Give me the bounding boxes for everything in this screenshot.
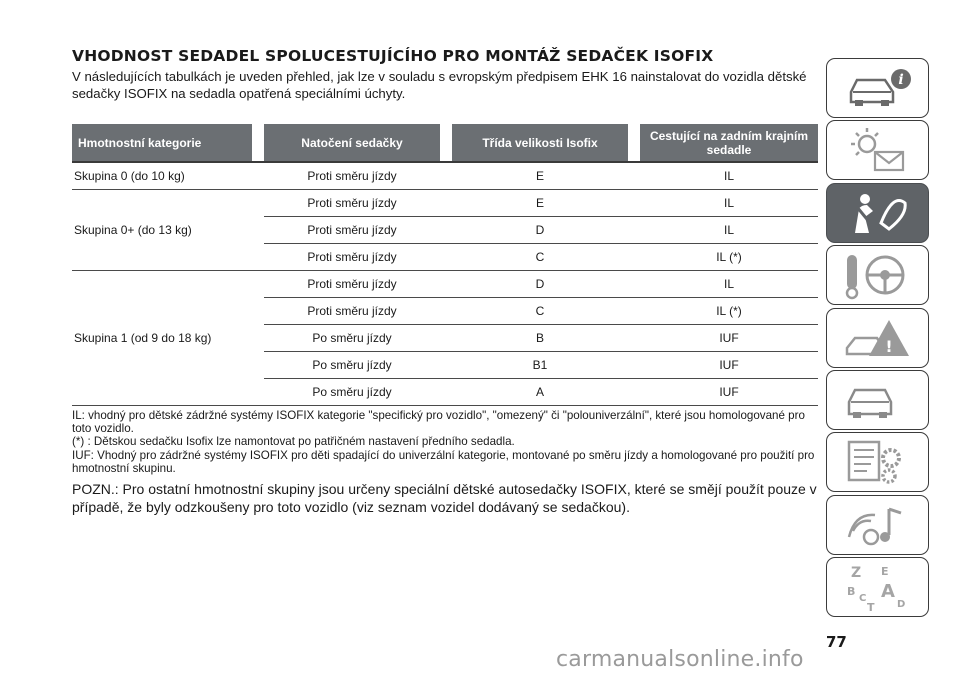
gap-cell: [628, 217, 640, 244]
specs-gear-icon: [845, 438, 913, 488]
suitability-cell: IL: [640, 217, 818, 244]
note-il: IL: vhodný pro dětské zádržné systémy ISOFIX kategorie "specifický pro vozidlo", "omezený" či "polouniverzální", které jsou homologované pro toto vozidlo.: [72, 409, 805, 436]
isofix-table: [72, 124, 818, 406]
suitability-cell: IUF: [640, 379, 818, 406]
size-class-cell: C: [452, 298, 628, 325]
tab-index[interactable]: [826, 557, 929, 617]
gap-cell: [440, 190, 452, 217]
header-seat-orientation: Natočení sedačky: [264, 124, 440, 163]
table-notes: [72, 409, 818, 475]
suitability-cell: IUF: [640, 325, 818, 352]
header-gap: [440, 124, 452, 163]
car-service-icon: [845, 376, 913, 426]
gap-cell: [252, 163, 264, 190]
header-isofix-size-class: Třída velikosti Isofix: [452, 124, 628, 163]
orientation-cell: Po směru jízdy: [264, 325, 440, 352]
pozn-note: POZN.: Pro ostatní hmotnostní skupiny jsou určeny speciální dětské autosedačky ISOFIX, které se smějí použít pouze v případě, že byly odzkoušeny pro toto vozidlo (viz seznam vozidel dodávaný se sedačkou).: [72, 481, 817, 515]
index-letters-icon: [845, 563, 913, 613]
gap-cell: [440, 325, 452, 352]
gap-cell: [440, 217, 452, 244]
svg-text:A: A: [881, 581, 895, 603]
suitability-cell: IL (*): [640, 244, 818, 271]
size-class-cell: B1: [452, 352, 628, 379]
orientation-cell: Proti směru jízdy: [264, 244, 440, 271]
svg-text:Z: Z: [851, 565, 862, 582]
svg-text:T: T: [867, 601, 875, 614]
size-class-cell: B: [452, 325, 628, 352]
svg-text:E: E: [881, 565, 889, 579]
warning-lights-icon: [845, 126, 913, 176]
gap-cell: [440, 163, 452, 190]
watermark: carmanualsonline.info: [556, 647, 804, 672]
gap-cell: [252, 325, 264, 352]
suitability-cell: IL: [640, 163, 818, 190]
weight-category-cell: Skupina 1 (od 9 do 18 kg): [72, 271, 252, 406]
gap-cell: [628, 190, 640, 217]
gap-cell: [252, 190, 264, 217]
chapter-tabs: [826, 58, 931, 620]
gap-cell: [628, 244, 640, 271]
gap-cell: [628, 163, 640, 190]
gap-cell: [252, 217, 264, 244]
orientation-cell: Proti směru jízdy: [264, 298, 440, 325]
size-class-cell: D: [452, 271, 628, 298]
key-steering-icon: [845, 251, 913, 301]
car-warning-icon: [845, 314, 913, 364]
size-class-cell: A: [452, 379, 628, 406]
gap-cell: [440, 271, 452, 298]
svg-text:C: C: [859, 593, 867, 605]
table-header-row: [72, 124, 818, 163]
table-row: [72, 190, 818, 217]
orientation-cell: Proti směru jízdy: [264, 217, 440, 244]
orientation-cell: Po směru jízdy: [264, 379, 440, 406]
size-class-cell: E: [452, 190, 628, 217]
tab-emergency[interactable]: [826, 308, 929, 368]
tab-warning-lights[interactable]: [826, 120, 929, 180]
weight-category-cell: Skupina 0+ (do 13 kg): [72, 190, 252, 271]
orientation-cell: Proti směru jízdy: [264, 163, 440, 190]
gap-cell: [628, 298, 640, 325]
page-number: 77: [826, 633, 847, 651]
orientation-cell: Po směru jízdy: [264, 352, 440, 379]
gap-cell: [252, 244, 264, 271]
multimedia-icon: [845, 501, 913, 551]
suitability-cell: IL (*): [640, 298, 818, 325]
gap-cell: [252, 352, 264, 379]
orientation-cell: Proti směru jízdy: [264, 190, 440, 217]
tab-maintenance[interactable]: [826, 370, 929, 430]
svg-text:!: !: [885, 336, 893, 356]
header-weight-category: Hmotnostní kategorie: [72, 124, 252, 163]
gap-cell: [440, 298, 452, 325]
note-iuf: IUF: Vhodný pro zádržné systémy ISOFIX pro děti spadající do univerzální kategorie, montované po směru jízdy a homologované pro použití pro hmotnostní skupinu.: [72, 448, 815, 475]
size-class-cell: E: [452, 163, 628, 190]
gap-cell: [628, 379, 640, 406]
suitability-cell: IL: [640, 271, 818, 298]
size-class-cell: C: [452, 244, 628, 271]
gap-cell: [628, 271, 640, 298]
page-title: VHODNOST SEDADEL SPOLUCESTUJÍCÍHO PRO MONTÁŽ SEDAČEK ISOFIX: [72, 47, 714, 65]
seatbelt-airbag-icon: [845, 189, 913, 239]
header-gap: [628, 124, 640, 163]
header-rear-outer-seat: Cestující na zadním krajním sedadle: [640, 124, 818, 163]
suitability-cell: IL: [640, 190, 818, 217]
tab-technical-data[interactable]: [826, 432, 929, 492]
note-asterisk: (*) : Dětskou sedačku Isofix lze namontovat po patřičném nastavení předního sedadla.: [72, 435, 515, 449]
tab-car-info[interactable]: [826, 58, 929, 118]
svg-text:B: B: [847, 585, 856, 599]
tab-safety[interactable]: [826, 183, 929, 243]
tab-starting-driving[interactable]: [826, 245, 929, 305]
weight-category-cell: Skupina 0 (do 10 kg): [72, 163, 252, 190]
gap-cell: [252, 271, 264, 298]
table-row: [72, 271, 818, 298]
gap-cell: [628, 325, 640, 352]
gap-cell: [440, 352, 452, 379]
gap-cell: [440, 379, 452, 406]
header-gap: [252, 124, 264, 163]
svg-text:D: D: [897, 599, 906, 611]
gap-cell: [628, 352, 640, 379]
size-class-cell: D: [452, 217, 628, 244]
orientation-cell: Proti směru jízdy: [264, 271, 440, 298]
gap-cell: [440, 244, 452, 271]
gap-cell: [252, 379, 264, 406]
tab-multimedia[interactable]: [826, 495, 929, 555]
suitability-cell: IUF: [640, 352, 818, 379]
intro-paragraph: V následujících tabulkách je uveden přehled, jak lze v souladu s evropským předpisem EHK 16 nainstalovat do vozidla dětské sedačky ISOFIX na sedadla opatřená speciálními úchyty.: [72, 69, 807, 101]
gap-cell: [252, 298, 264, 325]
car-info-icon: [845, 64, 913, 114]
svg-text:i: i: [898, 72, 904, 88]
table-row: [72, 163, 818, 190]
